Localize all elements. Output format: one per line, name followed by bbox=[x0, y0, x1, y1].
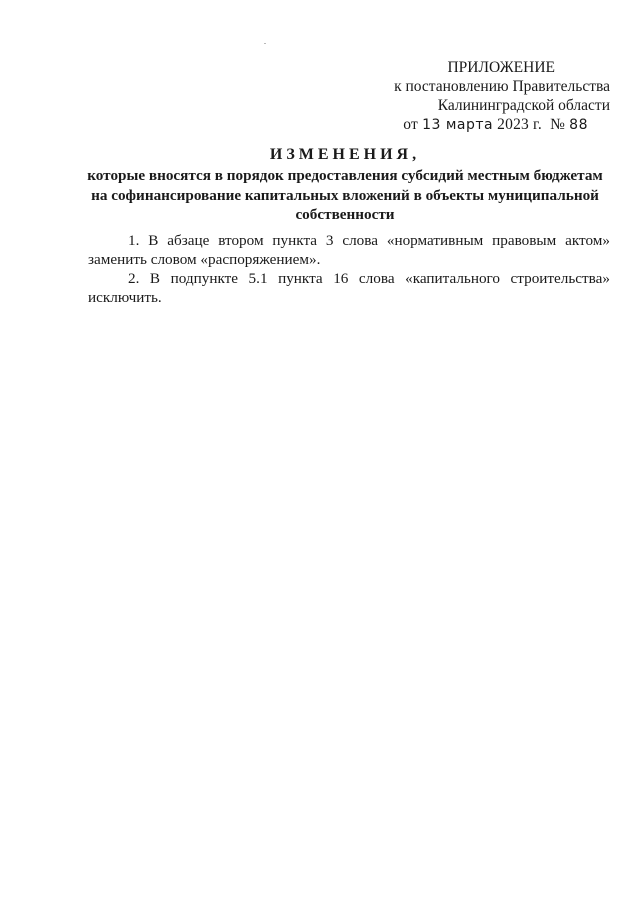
scan-speck bbox=[264, 43, 266, 44]
subtitle-line: которые вносятся в порядок предоставления субсидий местным бюджетам bbox=[87, 167, 603, 184]
subtitle-line: собственности bbox=[295, 206, 395, 223]
amendment-item-2: 2. В подпункте 5.1 пункта 16 слова «капитального строительства» исключить. bbox=[88, 270, 610, 306]
amendment-item-1: 1. В абзаце втором пункта 3 слова «нормативным правовым актом» заменить словом «распоряжением». bbox=[88, 232, 610, 268]
number-sign: № bbox=[550, 116, 566, 133]
date-year: 2023 г. bbox=[497, 116, 542, 133]
subtitle-line: на софинансирование капитальных вложений в объекты муниципальной bbox=[91, 186, 599, 204]
document-body bbox=[88, 231, 610, 307]
appendix-date-line bbox=[380, 115, 610, 135]
handwritten-date: 13 марта bbox=[422, 117, 494, 133]
appendix-line-2: Калининградской области bbox=[437, 97, 610, 114]
handwritten-number: 88 bbox=[569, 117, 588, 133]
date-prefix: от bbox=[403, 116, 418, 133]
appendix-title: ПРИЛОЖЕНИЕ bbox=[447, 59, 555, 76]
document-subtitle bbox=[80, 166, 610, 225]
appendix-line-1: к постановлению Правительства bbox=[394, 78, 610, 95]
document-title: ИЗМЕНЕНИЯ, bbox=[269, 146, 421, 163]
appendix-block bbox=[380, 58, 610, 135]
